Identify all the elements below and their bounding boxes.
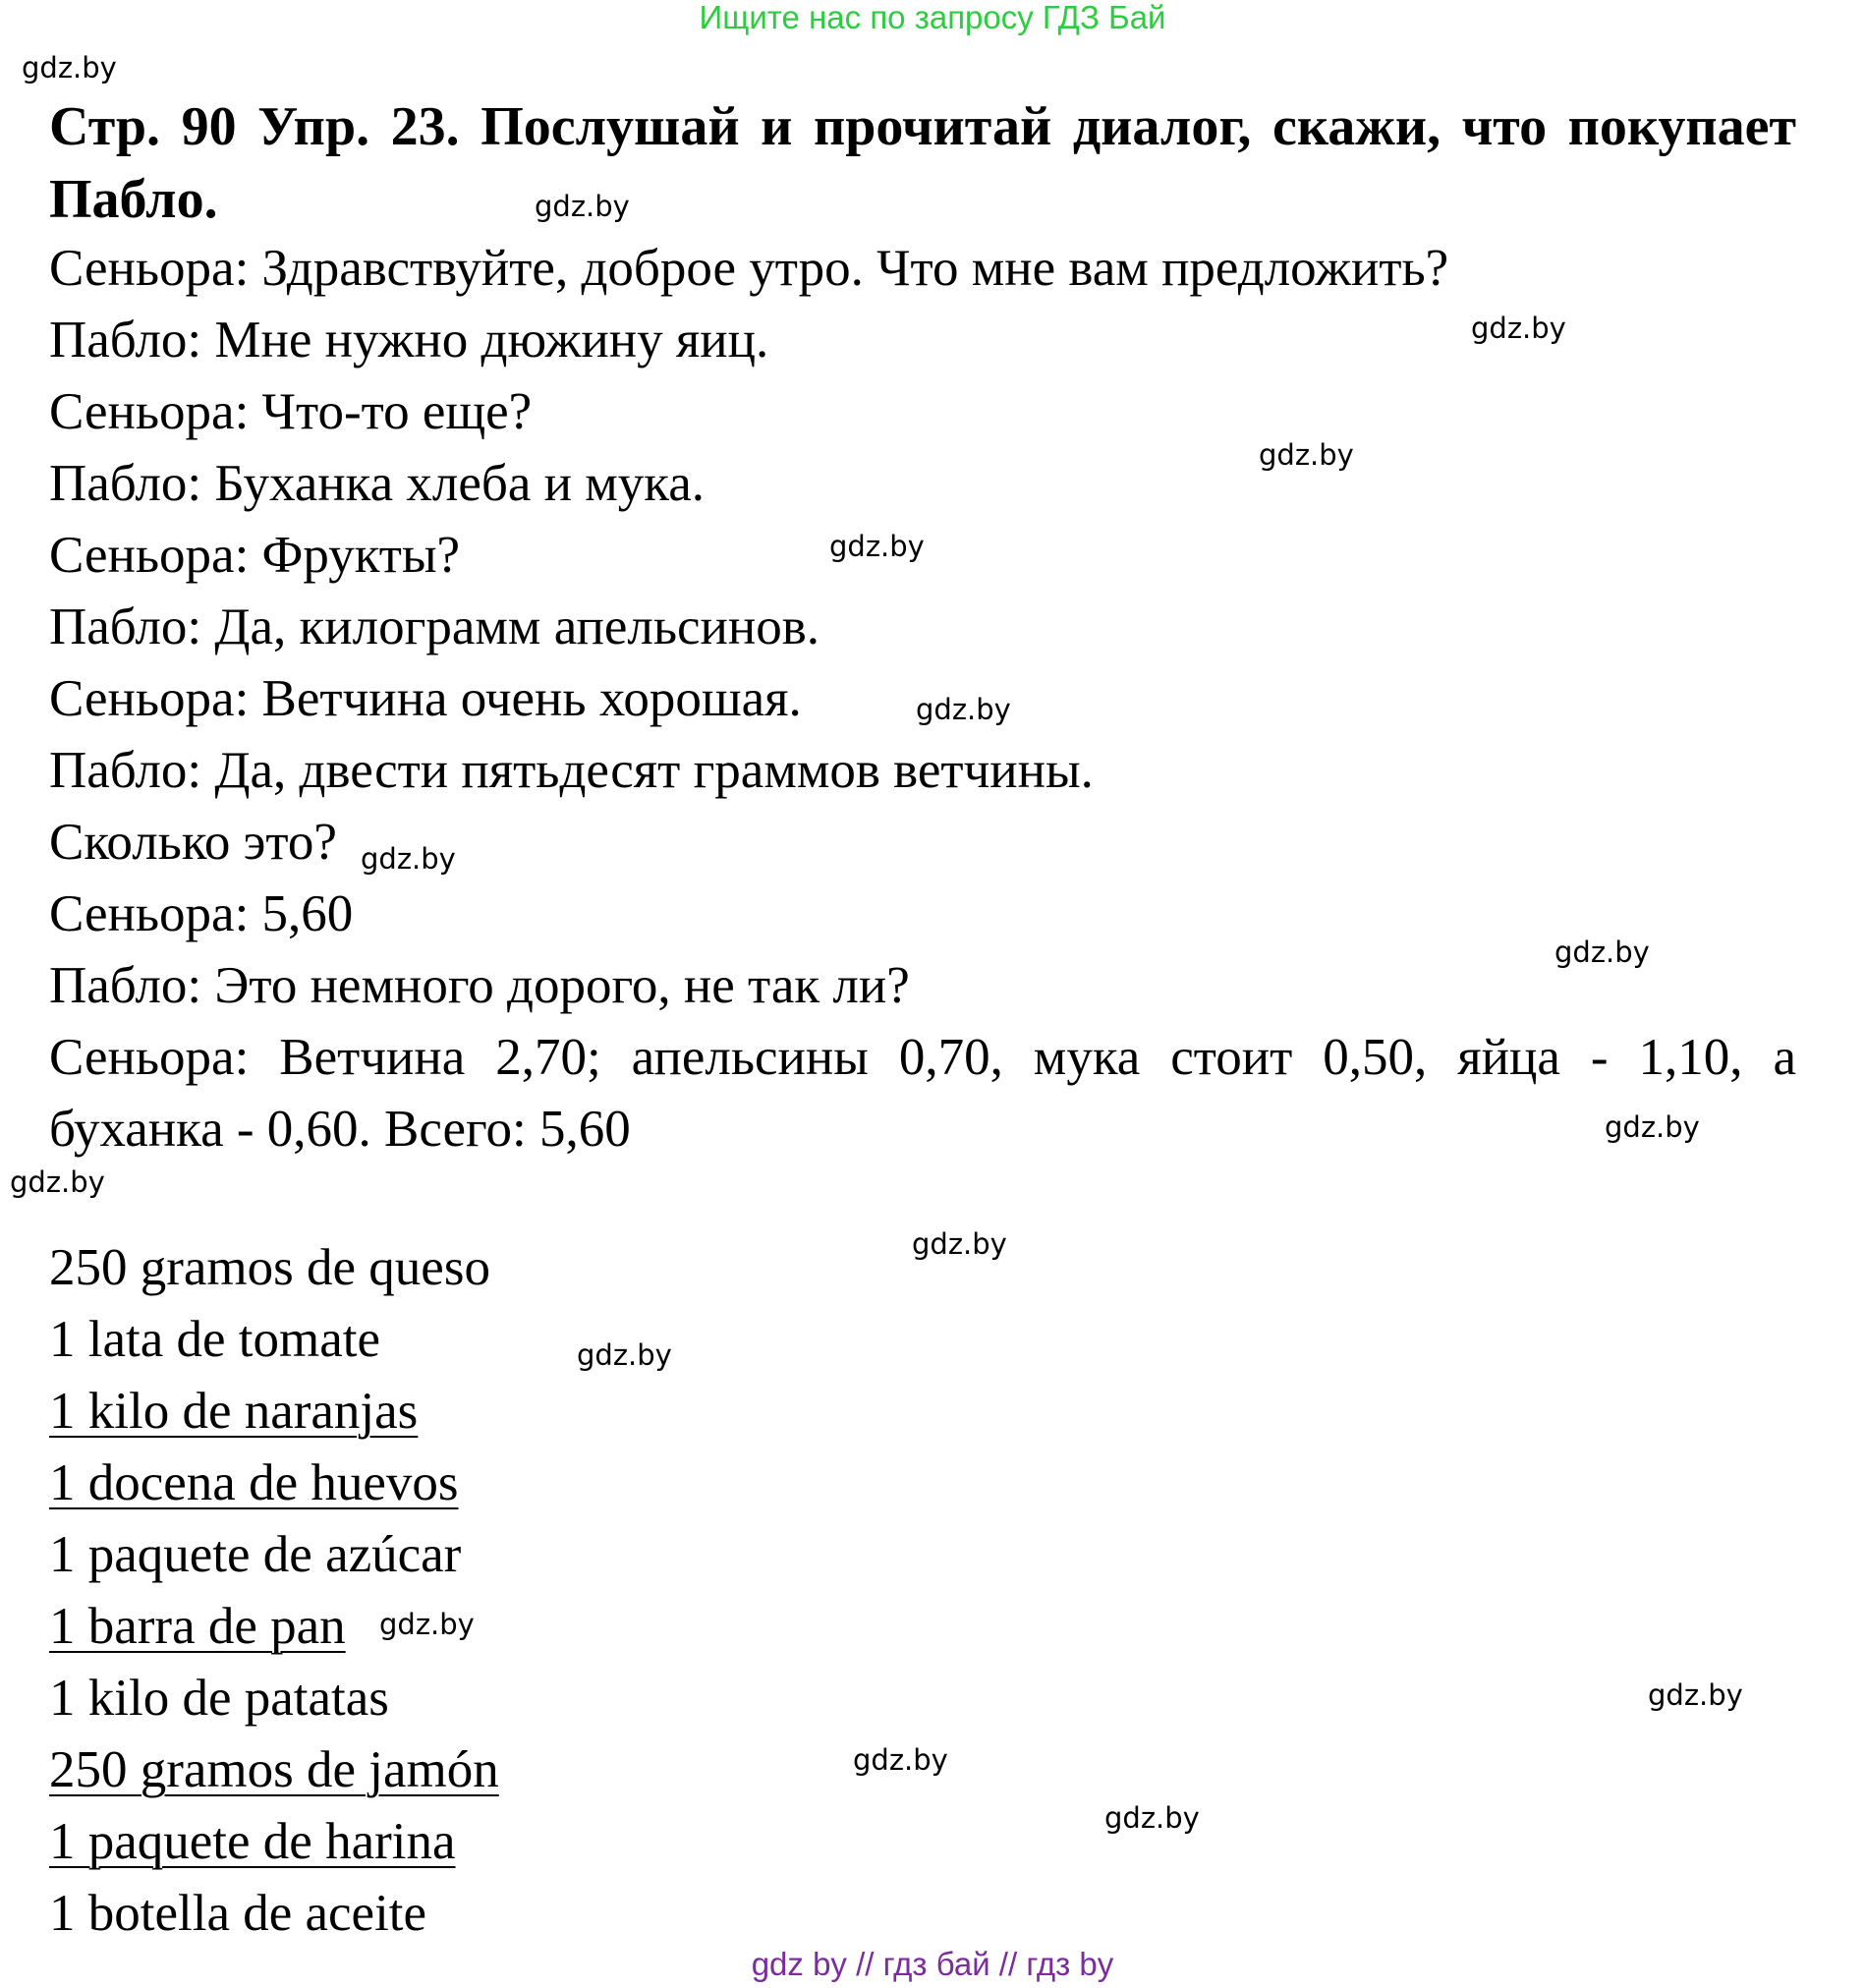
list-item: 1 paquete de azúcar xyxy=(49,1526,462,1583)
dialogue-line: Пабло: Буханка хлеба и мука. xyxy=(49,455,705,512)
dialogue-line: Сколько это? xyxy=(49,814,337,871)
dialogue-line: Сеньора: Ветчина очень хорошая. xyxy=(49,670,802,727)
watermark: gdz.by xyxy=(1648,1678,1743,1712)
watermark: gdz.by xyxy=(1259,438,1354,472)
watermark: gdz.by xyxy=(853,1743,948,1777)
dialogue-line: Сеньора: Что-то еще? xyxy=(49,383,533,440)
watermark: gdz.by xyxy=(829,530,925,563)
watermark: gdz.by xyxy=(1605,1110,1700,1144)
top-banner: Ищите нас по запросу ГДЗ Бай xyxy=(699,0,1166,35)
list-item-underlined: 1 paquete de harina xyxy=(49,1813,456,1870)
dialogue-line: Пабло: Мне нужно дюжину яиц. xyxy=(49,312,769,369)
watermark: gdz.by xyxy=(916,693,1011,726)
watermark: gdz.by xyxy=(577,1338,672,1372)
watermark: gdz.by xyxy=(22,51,117,85)
dialogue-line: Сеньора: Фрукты? xyxy=(49,527,461,584)
list-item-underlined: 250 gramos de jamón xyxy=(49,1741,499,1798)
exercise-title: Стр. 90 Упр. 23. Послушай и прочитай диалог, скажи, что покупает Пабло. xyxy=(49,96,1796,230)
dialogue-line: Сеньора: Здравствуйте, доброе утро. Что мне вам предложить? xyxy=(49,240,1449,297)
list-item-underlined: 1 barra de pan xyxy=(49,1598,346,1655)
dialogue-line: Пабло: Это немного дорого, не так ли? xyxy=(49,957,910,1014)
list-item: 1 botella de aceite xyxy=(49,1885,427,1942)
watermark: gdz.by xyxy=(912,1227,1007,1261)
watermark: gdz.by xyxy=(10,1165,105,1199)
list-item-underlined: 1 docena de huevos xyxy=(49,1454,459,1511)
list-item: 250 gramos de queso xyxy=(49,1239,490,1296)
dialogue-line: Пабло: Да, двести пятьдесят граммов ветчины. xyxy=(49,742,1094,799)
watermark: gdz.by xyxy=(1471,312,1566,345)
list-item-underlined: 1 kilo de naranjas xyxy=(49,1383,419,1440)
watermark: gdz.by xyxy=(1554,936,1650,969)
watermark: gdz.by xyxy=(535,190,630,223)
dialogue-line: Пабло: Да, килограмм апельсинов. xyxy=(49,598,820,655)
footer: gdz by // гдз бай // гдз by xyxy=(751,1946,1114,1982)
dialogue-line: Сеньора: 5,60 xyxy=(49,885,354,942)
watermark: gdz.by xyxy=(379,1608,475,1641)
dialogue-line: Сеньора: Ветчина 2,70; апельсины 0,70, мука стоит 0,50, яйца - 1,10, а xyxy=(49,1029,1796,1086)
watermark: gdz.by xyxy=(361,842,456,876)
watermark: gdz.by xyxy=(1104,1801,1200,1835)
dialogue-line: буханка - 0,60. Всего: 5,60 xyxy=(49,1101,631,1158)
list-item: 1 kilo de patatas xyxy=(49,1670,389,1727)
list-item: 1 lata de tomate xyxy=(49,1311,380,1368)
